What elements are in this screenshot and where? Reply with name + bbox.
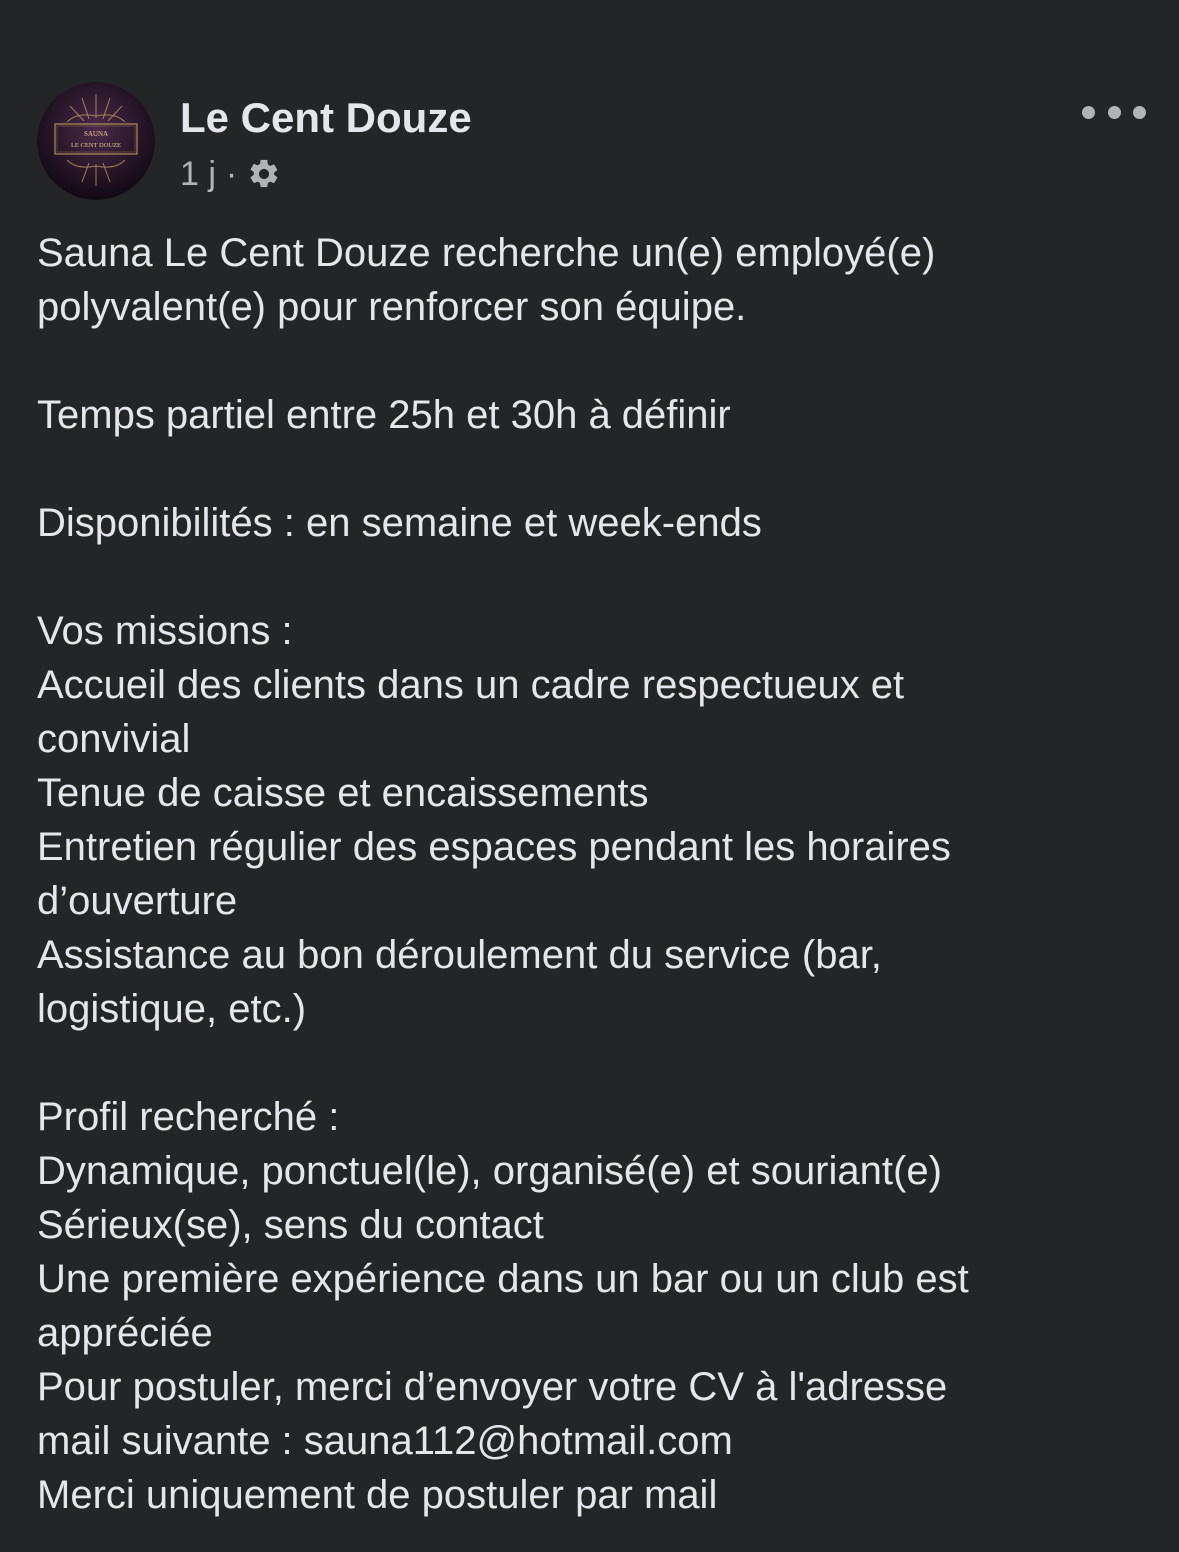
post-text-line: Sauna Le Cent Douze recherche un(e) employé(e) xyxy=(37,231,936,275)
avatar-line2: LE CENT DOUZE xyxy=(70,142,122,149)
more-dot xyxy=(1108,106,1121,119)
post-text-line: logistique, etc.) xyxy=(37,987,307,1031)
page-name-link[interactable]: Le Cent Douze xyxy=(180,94,472,141)
post-meta xyxy=(180,152,281,196)
post-text-line: Temps partiel entre 25h et 30h à définir xyxy=(37,393,731,437)
blank-line xyxy=(37,1036,1147,1090)
meta-separator: · xyxy=(225,154,238,193)
post-text-line: Une première expérience dans un bar ou un club est xyxy=(37,1257,969,1301)
more-dot xyxy=(1082,106,1095,119)
more-options-icon[interactable] xyxy=(1082,92,1146,132)
post-text-line: polyvalent(e) pour renforcer son équipe. xyxy=(37,285,747,329)
post-text-line: Merci uniquement de postuler par mail xyxy=(37,1473,718,1517)
post-text xyxy=(37,226,1147,1522)
post-text-line: Profil recherché : xyxy=(37,1095,340,1139)
blank-line xyxy=(37,334,1147,388)
post-text-line: Dynamique, ponctuel(le), organisé(e) et souriant(e) xyxy=(37,1149,942,1193)
page-avatar[interactable] xyxy=(37,82,155,200)
more-dot xyxy=(1133,106,1146,119)
post-text-line: Pour postuler, merci d’envoyer votre CV à l'adresse xyxy=(37,1365,948,1409)
avatar-line1: SAUNA xyxy=(83,130,109,138)
post-text-line: Vos missions : xyxy=(37,609,293,653)
post-text-line: convivial xyxy=(37,717,191,761)
blank-line xyxy=(37,550,1147,604)
avatar-logo xyxy=(37,82,155,200)
post-text-line: mail suivante : sauna112@hotmail.com xyxy=(37,1419,733,1463)
gear-icon[interactable] xyxy=(247,157,281,191)
post-text-line: Entretien régulier des espaces pendant les horaires xyxy=(37,825,951,869)
post-text-line: d’ouverture xyxy=(37,879,238,923)
post-text-line: Assistance au bon déroulement du service (bar, xyxy=(37,933,882,977)
post-text-line: Disponibilités : en semaine et week-ends xyxy=(37,501,762,545)
blank-line xyxy=(37,442,1147,496)
post-timestamp[interactable]: 1 j xyxy=(180,154,216,193)
post-text-line: Tenue de caisse et encaissements xyxy=(37,771,649,815)
post-text-line: Accueil des clients dans un cadre respectueux et xyxy=(37,663,905,707)
post-text-line: appréciée xyxy=(37,1311,213,1355)
post-text-line: Sérieux(se), sens du contact xyxy=(37,1203,544,1247)
